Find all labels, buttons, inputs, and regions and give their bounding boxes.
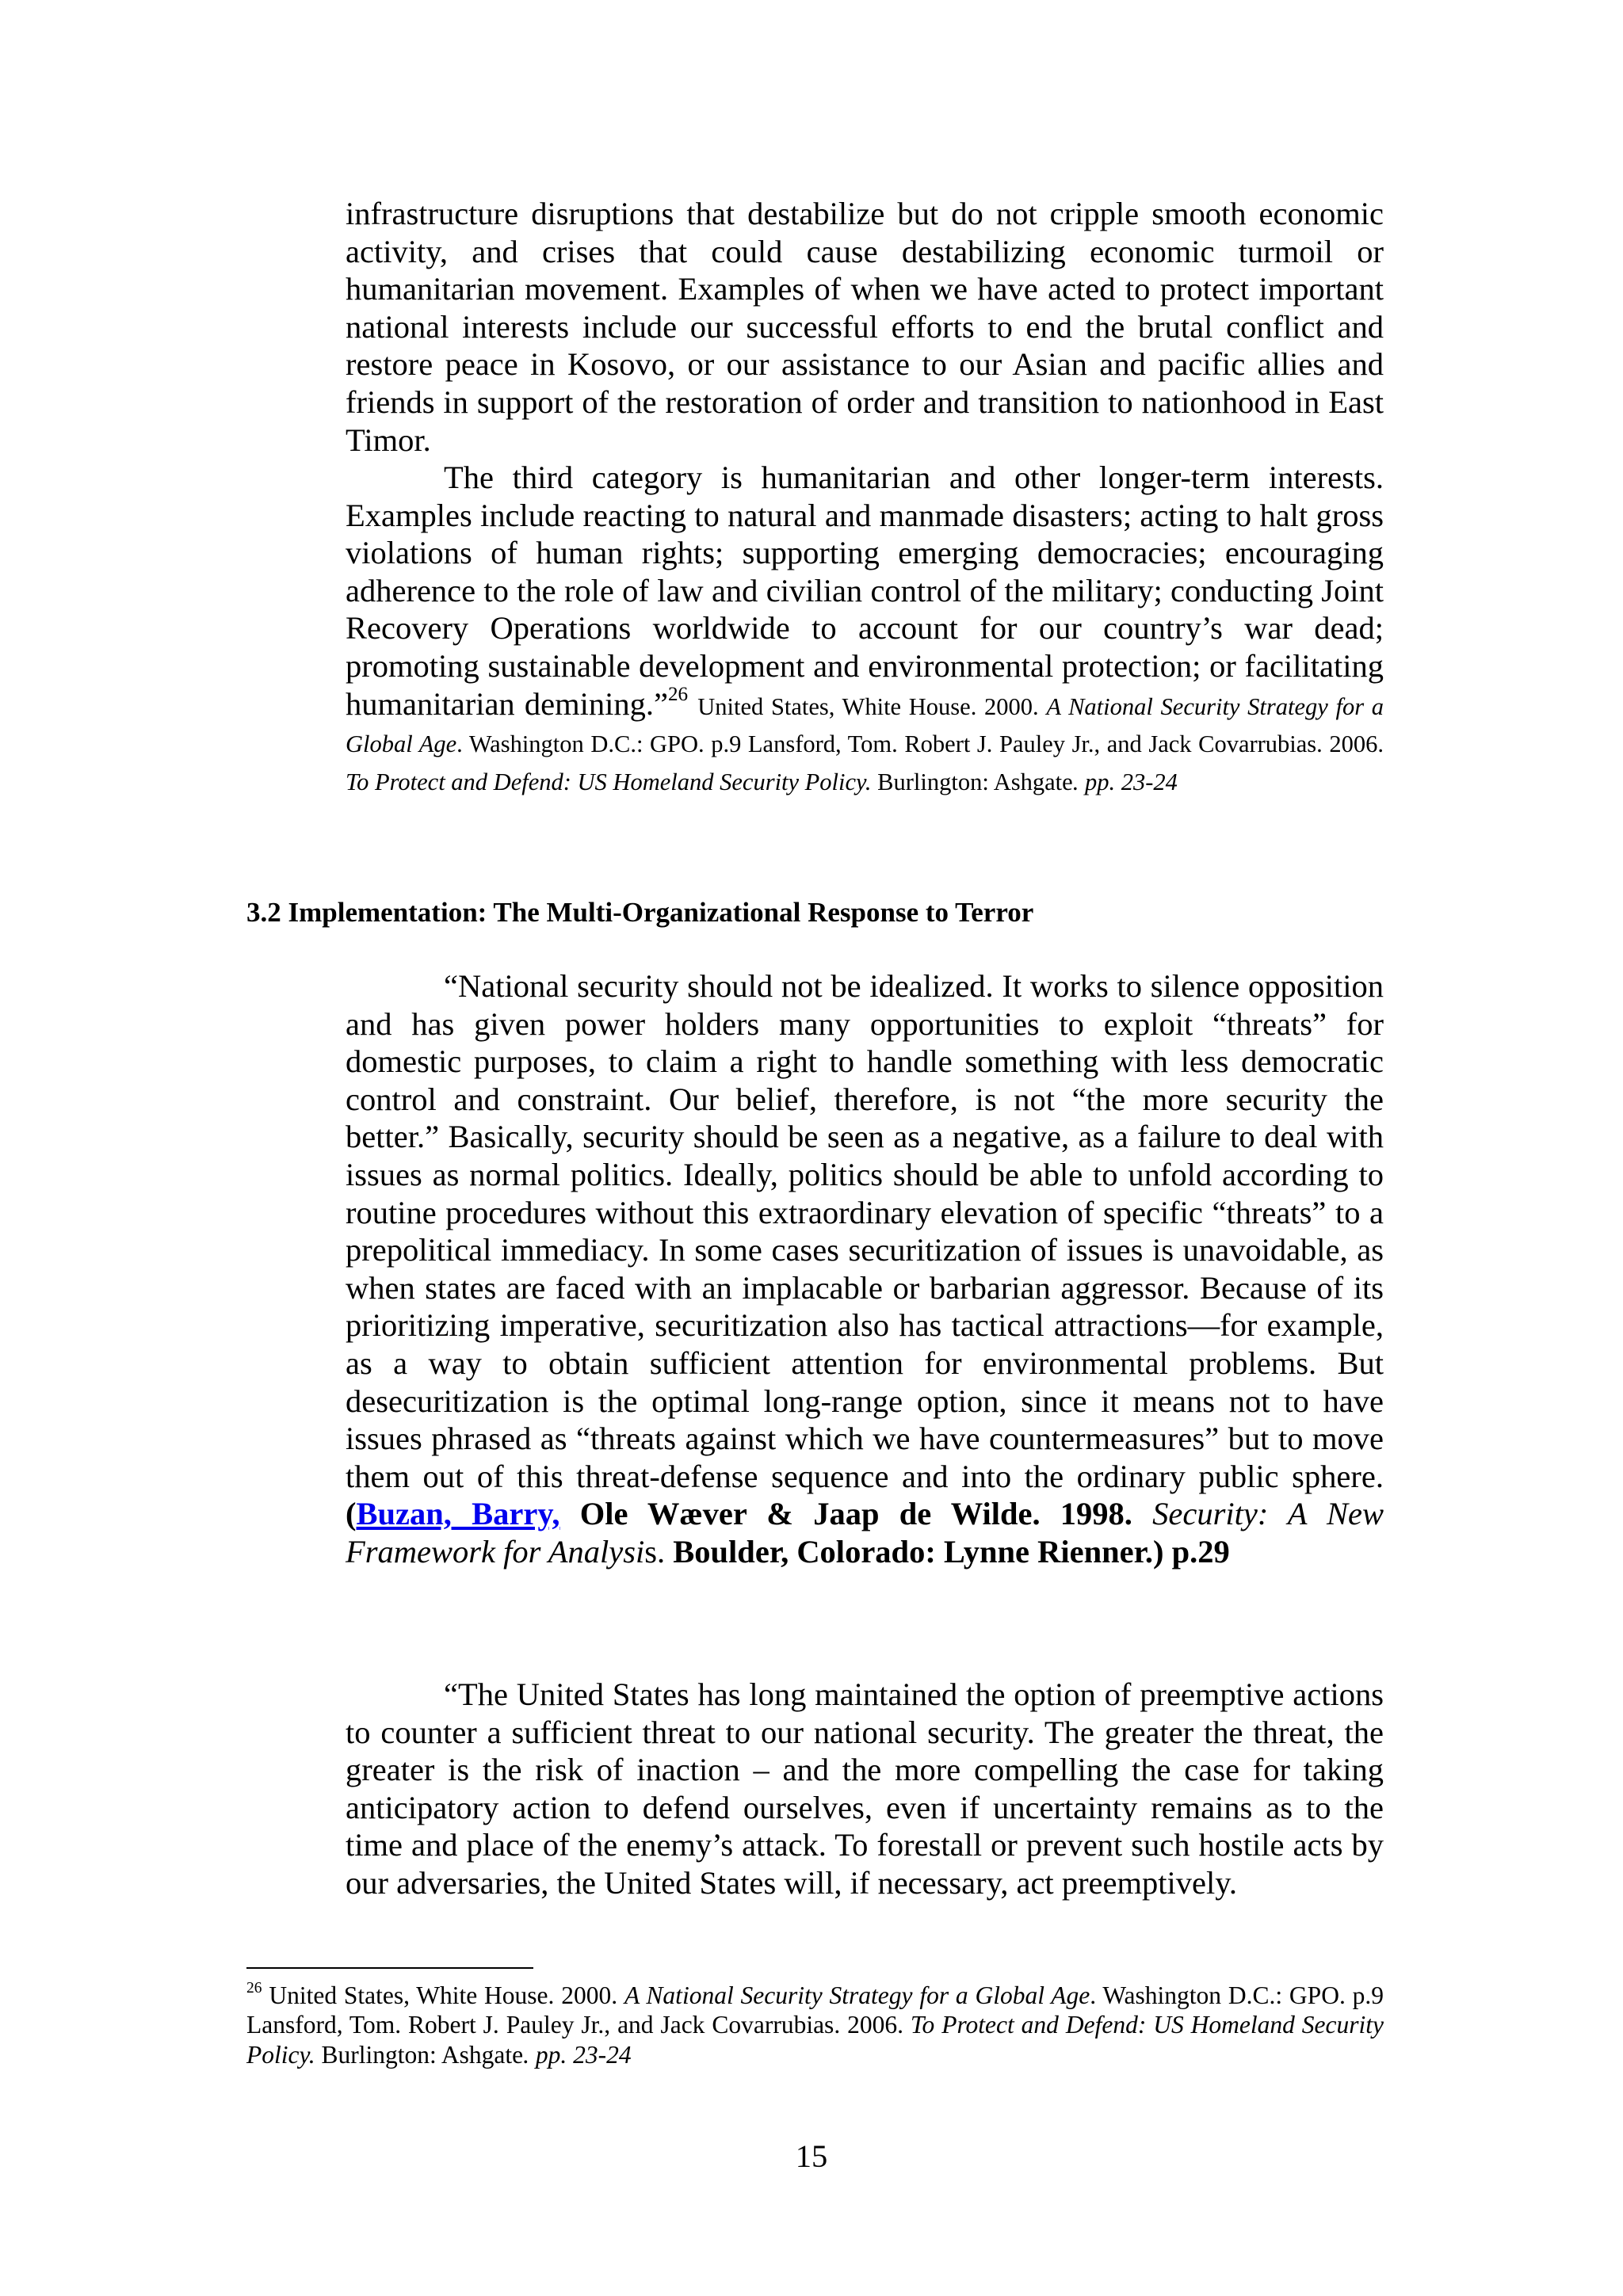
quote-text: “National security should not be idealized. It works to silence opposition and has given power holders many opportunities to exploit “threats” for domestic purposes, to claim a right to handle something with less democratic control and constraint. Our belief, therefore, is not “the more security the better.” Basically, security should be seen as a negative, as a failure to deal with issues as normal politics. Ideally, politics should be able to unfold according to routine procedures without this extraordinary elevation of specific “threats” to a prepolitical immediacy. In some cases securitization of issues is unavoidable, as when states are faced with an implacable or barbarian aggressor. Because of its prioritizing imperative, securitization also has tactical attractions—for example, as a way to obtain sufficient attention for environmental problems. But desecuritization is the optimal long-range option, since it means not to have issues phrased as “threats against which we have countermeasures” but to move them out of this threat-defense sequence and into the ordinary public sphere. — [346, 968, 1384, 1494]
citation-link[interactable]: Buzan, Barry, — [356, 1496, 560, 1532]
paragraph-third-category — [346, 459, 1384, 798]
citation-authors: Ole Wæver & Jaap de Wilde. 1998. — [579, 1496, 1132, 1532]
quote-text: “The United States has long maintained the option of preemptive actions to counter a sufficient threat to our national security. The greater the threat, the greater is the risk of inaction – and the more compelling the case for taking anticipatory action to defend ourselves, even if uncertainty remains as to the time and place of the enemy’s attack. To forestall or prevent such hostile acts by our adversaries, the United States will, if necessary, act preemptively. — [346, 1676, 1384, 1901]
footnote-number: 26 — [246, 1979, 262, 1997]
citation-title: Security: A New Framework for Analysi — [346, 1496, 1384, 1569]
citation-publisher: Boulder, Colorado: Lynne Rienner.) p.29 — [673, 1533, 1230, 1569]
footnote: $^{26}$ United States, White House. 2000. A National Security Strategy for a Global Age. Washington D.C.: GPO. p.9 Lansford, Tom. Robert J. Pauley Jr., and Jack Covarrubias. 2006. To Protect and Defend: US Homeland Security Policy. Burlington: Ashgate. pp. 23-24 — [246, 1979, 1384, 2069]
paragraph-continued — [346, 195, 1384, 459]
paragraph-text: infrastructure disruptions that destabilize but do not cripple smooth economic activity, and crises that could cause destabilizing economic turmoil or humanitarian movement. Examples of when we have acted to protect important national interests include our successful efforts to end the brutal conflict and restore peace in Kosovo, or our assistance to our Asian and pacific allies and friends in support of the restoration of order and transition to nationhood in East Timor. — [346, 196, 1384, 458]
quote-buzan: “National security should not be idealized. It works to silence opposition and has given power holders many opportunities to exploit “threats” for domestic purposes, to claim a right to handle something with less democratic control and constraint. Our belief, therefore, is not “the more security the better.” Basically, security should be seen as a negative, as a failure to deal with issues as normal politics. Ideally, politics should be able to unfold according to routine procedures without this extraordinary elevation of specific “threats” to a prepolitical immediacy. In some cases securitization of issues is unavoidable, as when states are faced with an implacable or barbarian aggressor. Because of its prioritizing imperative, securitization also has tactical attractions—for example, as a way to obtain sufficient attention for environmental problems. But desecuritization is the optimal long-range option, since it means not to have issues phrased as “threats against which we have countermeasures” but to move them out of this threat-defense sequence and into the ordinary public sphere. (Buzan, Barry, Ole Wæver & Jaap de Wilde. 1998. Security: A New Framework for Analysis. Boulder, Colorado: Lynne Rienner.) p.29 — [346, 968, 1384, 1569]
inline-citation: United States, White House. 2000. A National Security Strategy for a Global Age. Washington D.C.: GPO. p.9 Lansford, Tom. Robert J. Pauley Jr., and Jack Covarrubias. 2006. To Protect and Defend: US Homeland Security Policy. Burlington: Ashgate. pp. 23-24 — [346, 692, 1384, 795]
footnote-reference[interactable]: 26 — [667, 683, 689, 705]
paragraph-text: The third category is humanitarian and other longer-term interests. Examples include reacting to natural and manmade disasters; acting to halt gross violations of human rights; supporting emerging democracies; encouraging adherence to the role of law and civilian control of the military; conducting Joint Recovery Operations worldwide to account for our country’s war dead; promoting sustainable development and environmental protection; or facilitating humanitarian demining.” — [346, 460, 1384, 722]
page-number: 15 — [795, 2138, 828, 2174]
section-heading: 3.2 Implementation: The Multi-Organizational Response to Terror — [246, 897, 1034, 928]
footnote-divider — [246, 1967, 533, 1969]
quote-preemptive — [346, 1676, 1384, 1902]
